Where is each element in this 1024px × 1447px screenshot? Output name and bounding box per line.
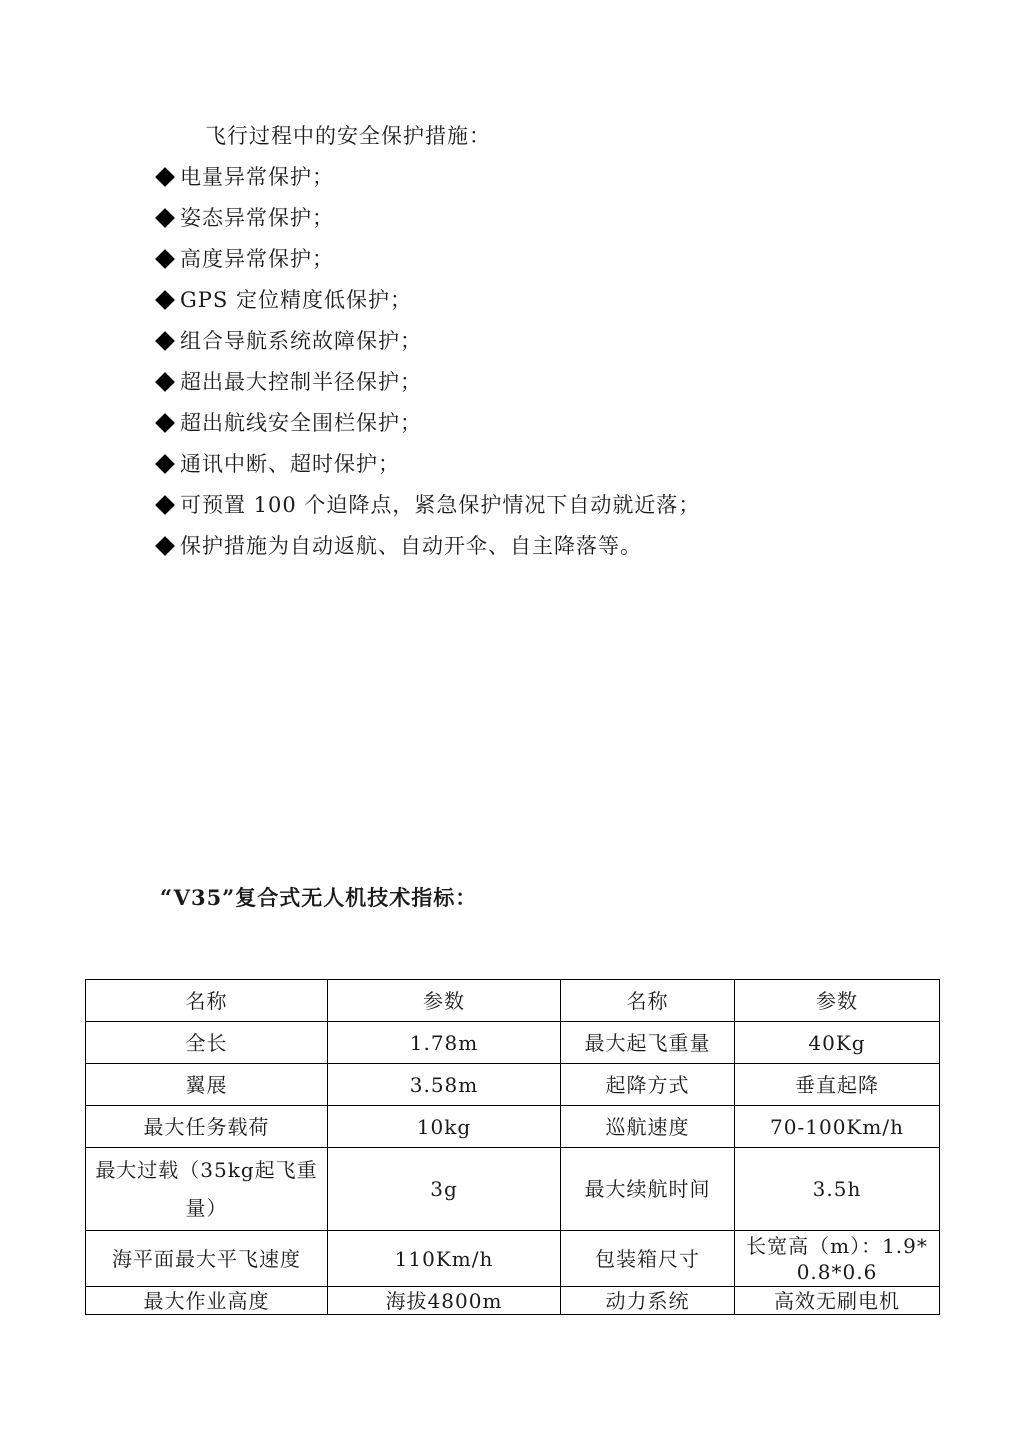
diamond-bullet-icon bbox=[155, 290, 175, 310]
spec-table bbox=[85, 979, 940, 1315]
list-item-text: 电量异常保护； bbox=[180, 165, 334, 189]
diamond-bullet-icon bbox=[155, 413, 175, 433]
table-cell: 全长 bbox=[86, 1022, 328, 1064]
list-item bbox=[155, 450, 700, 491]
table-row bbox=[86, 1106, 940, 1148]
table-cell: 40Kg bbox=[735, 1022, 940, 1064]
header-cell: 参数 bbox=[328, 980, 561, 1022]
protection-list bbox=[155, 163, 700, 573]
table-header-row bbox=[86, 980, 940, 1022]
table-cell: 巡航速度 bbox=[561, 1106, 735, 1148]
table-row bbox=[86, 1022, 940, 1064]
table-cell: 10kg bbox=[328, 1106, 561, 1148]
list-item bbox=[155, 245, 700, 286]
intro-heading: 飞行过程中的安全保护措施： bbox=[205, 124, 491, 148]
table-cell: 1.78m bbox=[328, 1022, 561, 1064]
table-cell: 最大续航时间 bbox=[561, 1148, 735, 1231]
header-cell: 名称 bbox=[561, 980, 735, 1022]
diamond-bullet-icon bbox=[155, 536, 175, 556]
diamond-bullet-icon bbox=[155, 495, 175, 515]
list-item-text: 通讯中断、超时保护； bbox=[180, 452, 400, 476]
table-cell: 长宽高（m）：1.9*0.8*0.6 bbox=[735, 1231, 940, 1287]
list-item bbox=[155, 327, 700, 368]
table-cell: 3.5h bbox=[735, 1148, 940, 1231]
header-cell: 名称 bbox=[86, 980, 328, 1022]
table-cell: 3g bbox=[328, 1148, 561, 1231]
list-item-text: 高度异常保护； bbox=[180, 247, 334, 271]
table-cell: 最大过载（35kg起飞重量） bbox=[86, 1148, 328, 1231]
list-item-text: 超出最大控制半径保护； bbox=[180, 370, 422, 394]
diamond-bullet-icon bbox=[155, 331, 175, 351]
spec-section-title: “V35”复合式无人机技术指标： bbox=[160, 885, 478, 910]
list-item bbox=[155, 491, 700, 532]
list-item bbox=[155, 409, 700, 450]
table-cell: 海平面最大平飞速度 bbox=[86, 1231, 328, 1287]
list-item bbox=[155, 204, 700, 245]
table-cell: 包装箱尺寸 bbox=[561, 1231, 735, 1287]
table-cell: 垂直起降 bbox=[735, 1064, 940, 1106]
table-cell: 海拔4800m bbox=[328, 1287, 561, 1315]
header-cell: 参数 bbox=[735, 980, 940, 1022]
list-item-text: 超出航线安全围栏保护； bbox=[180, 411, 422, 435]
diamond-bullet-icon bbox=[155, 372, 175, 392]
list-item bbox=[155, 163, 700, 204]
table-cell: 70-100Km/h bbox=[735, 1106, 940, 1148]
list-item-text: 组合导航系统故障保护； bbox=[180, 329, 422, 353]
diamond-bullet-icon bbox=[155, 454, 175, 474]
table-row bbox=[86, 1287, 940, 1315]
list-item bbox=[155, 532, 700, 573]
table-cell: 高效无刷电机 bbox=[735, 1287, 940, 1315]
table-cell: 翼展 bbox=[86, 1064, 328, 1106]
table-cell: 110Km/h bbox=[328, 1231, 561, 1287]
diamond-bullet-icon bbox=[155, 249, 175, 269]
list-item bbox=[155, 368, 700, 409]
list-item-text: GPS 定位精度低保护； bbox=[180, 288, 412, 312]
list-item bbox=[155, 286, 700, 327]
table-row bbox=[86, 1231, 940, 1287]
table-cell: 最大起飞重量 bbox=[561, 1022, 735, 1064]
diamond-bullet-icon bbox=[155, 208, 175, 228]
table-cell: 3.58m bbox=[328, 1064, 561, 1106]
table-cell: 动力系统 bbox=[561, 1287, 735, 1315]
diamond-bullet-icon bbox=[155, 167, 175, 187]
table-cell: 起降方式 bbox=[561, 1064, 735, 1106]
list-item-text: 姿态异常保护； bbox=[180, 206, 334, 230]
list-item-text: 可预置 100 个迫降点，紧急保护情况下自动就近落； bbox=[180, 493, 701, 517]
list-item-text: 保护措施为自动返航、自动开伞、自主降落等。 bbox=[180, 534, 642, 558]
table-cell: 最大作业高度 bbox=[86, 1287, 328, 1315]
table-row bbox=[86, 1064, 940, 1106]
table-cell: 最大任务载荷 bbox=[86, 1106, 328, 1148]
table-row bbox=[86, 1148, 940, 1231]
